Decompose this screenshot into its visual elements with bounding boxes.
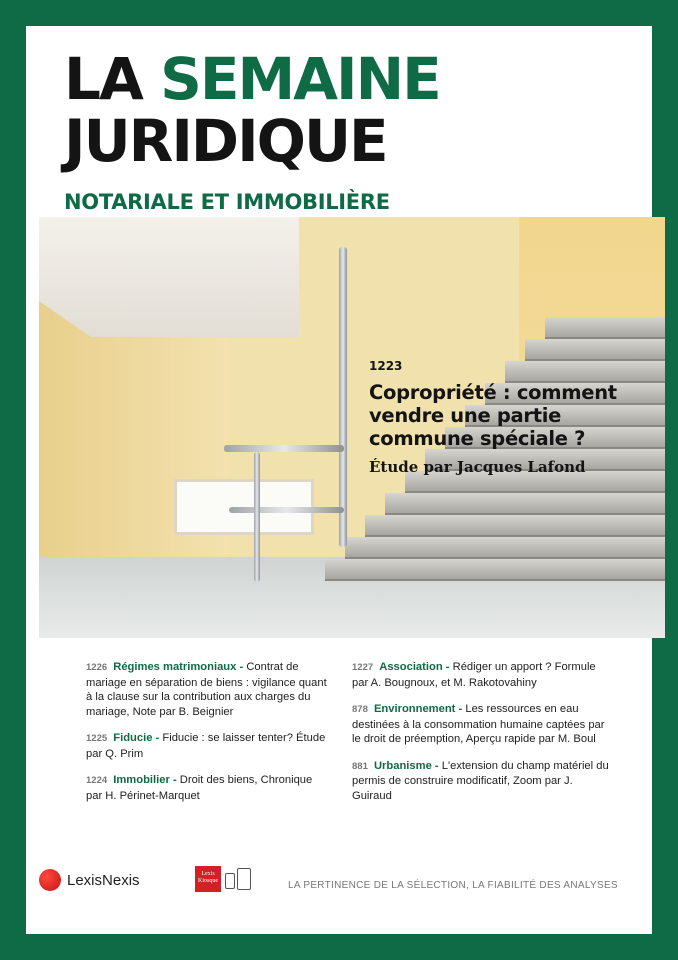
photo-stair-step	[545, 317, 665, 339]
cover-headline	[369, 359, 659, 476]
lexis-kiosque-badge	[195, 866, 221, 892]
toc-entry-number: 1227	[352, 662, 374, 673]
lexisnexis-logo	[39, 869, 140, 891]
toc-entry-section: Régimes matrimoniaux	[113, 661, 237, 673]
lexisnexis-globe-icon	[39, 869, 61, 891]
toc-entry-section: Urbanisme	[373, 759, 432, 772]
photo-rail-bar-lower	[229, 507, 344, 513]
photo-rail-post-left	[254, 452, 260, 582]
lexisnexis-wordmark: LexisNexis	[67, 871, 140, 889]
masthead-la: LA	[64, 45, 142, 113]
photo-ceiling	[39, 217, 299, 337]
photo-stair-step	[345, 537, 665, 559]
toc-entry-number: 881	[352, 760, 368, 772]
toc-column-right	[352, 660, 612, 815]
toc-entry-separator: -	[434, 759, 442, 772]
phone-icon	[225, 873, 235, 889]
toc-entry-text: Fiducie : se laisser tenter? Étude par Q. Prim	[86, 732, 326, 760]
photo-stair-step	[325, 559, 665, 581]
toc-entry-section: Environnement	[373, 703, 456, 715]
kiosque-line2: Kiosque	[198, 878, 218, 884]
headline-author: Étude par Jacques Lafond	[369, 458, 586, 476]
tablet-icon	[237, 868, 251, 890]
masthead-semaine: SEMAINE	[160, 45, 440, 113]
toc-entry-number: 1226	[86, 662, 108, 673]
toc-entry-text: Droit des biens, Chronique par H. Périnet-Marquet	[86, 774, 313, 802]
kiosque-line1: Lexis	[201, 871, 215, 877]
masthead-juridique: JURIDIQUE	[64, 107, 387, 175]
headline-number: 1223	[369, 359, 403, 373]
toc-entry-number: 1224	[86, 775, 108, 786]
toc-entry-separator: -	[172, 774, 180, 786]
toc-entry-section: Association	[379, 661, 443, 673]
toc-entry-section: Fiducie	[113, 732, 153, 744]
cover-photo-staircase	[39, 217, 665, 638]
photo-rail-post	[339, 247, 347, 547]
toc-entry	[352, 759, 612, 804]
headline-title: Copropriété : comment vendre une partie commune spéciale ?	[369, 381, 617, 450]
toc-entry	[352, 660, 612, 690]
toc-entry-number: 878	[352, 704, 368, 715]
photo-stair-step	[385, 493, 665, 515]
photo-rail-bar	[224, 445, 344, 452]
toc-entry-separator: -	[239, 661, 247, 673]
toc-entry-text: Rédiger un apport ? Formule par A. Bougnoux, et M. Rakotovahiny	[352, 661, 596, 689]
footer-slogan: LA PERTINENCE DE LA SÉLECTION, LA FIABILITÉ DES ANALYSES	[288, 880, 618, 891]
toc-entry	[352, 702, 612, 747]
toc-entry-text: Contrat de mariage en séparation de biens : vigilance quant à la clause sur la contribution aux charges du mariage, Note par B. Beignier	[86, 661, 327, 718]
publication-subtitle: NOTARIALE ET IMMOBILIÈRE	[64, 190, 390, 214]
toc-entry-separator: -	[458, 703, 466, 715]
toc-entry-separator: -	[155, 732, 163, 744]
toc-entry-text: L'extension du champ matériel du permis de construire modificatif, Zoom par J. Guiraud	[352, 759, 609, 802]
toc-entry	[86, 731, 331, 761]
toc-entry	[86, 660, 331, 719]
toc-entry	[86, 773, 331, 803]
toc-entry-separator: -	[445, 661, 453, 673]
masthead	[64, 45, 440, 175]
toc-entry-section: Immobilier	[113, 774, 170, 786]
photo-stair-step	[525, 339, 665, 361]
photo-stair-step	[365, 515, 665, 537]
toc-column-left	[86, 660, 331, 815]
toc-entry-text: Les ressources en eau destinées à la consommation humaine captées par le droit de préemption, Aperçu rapide par M. Boul	[352, 703, 605, 745]
toc-entry-number: 1225	[86, 733, 108, 744]
